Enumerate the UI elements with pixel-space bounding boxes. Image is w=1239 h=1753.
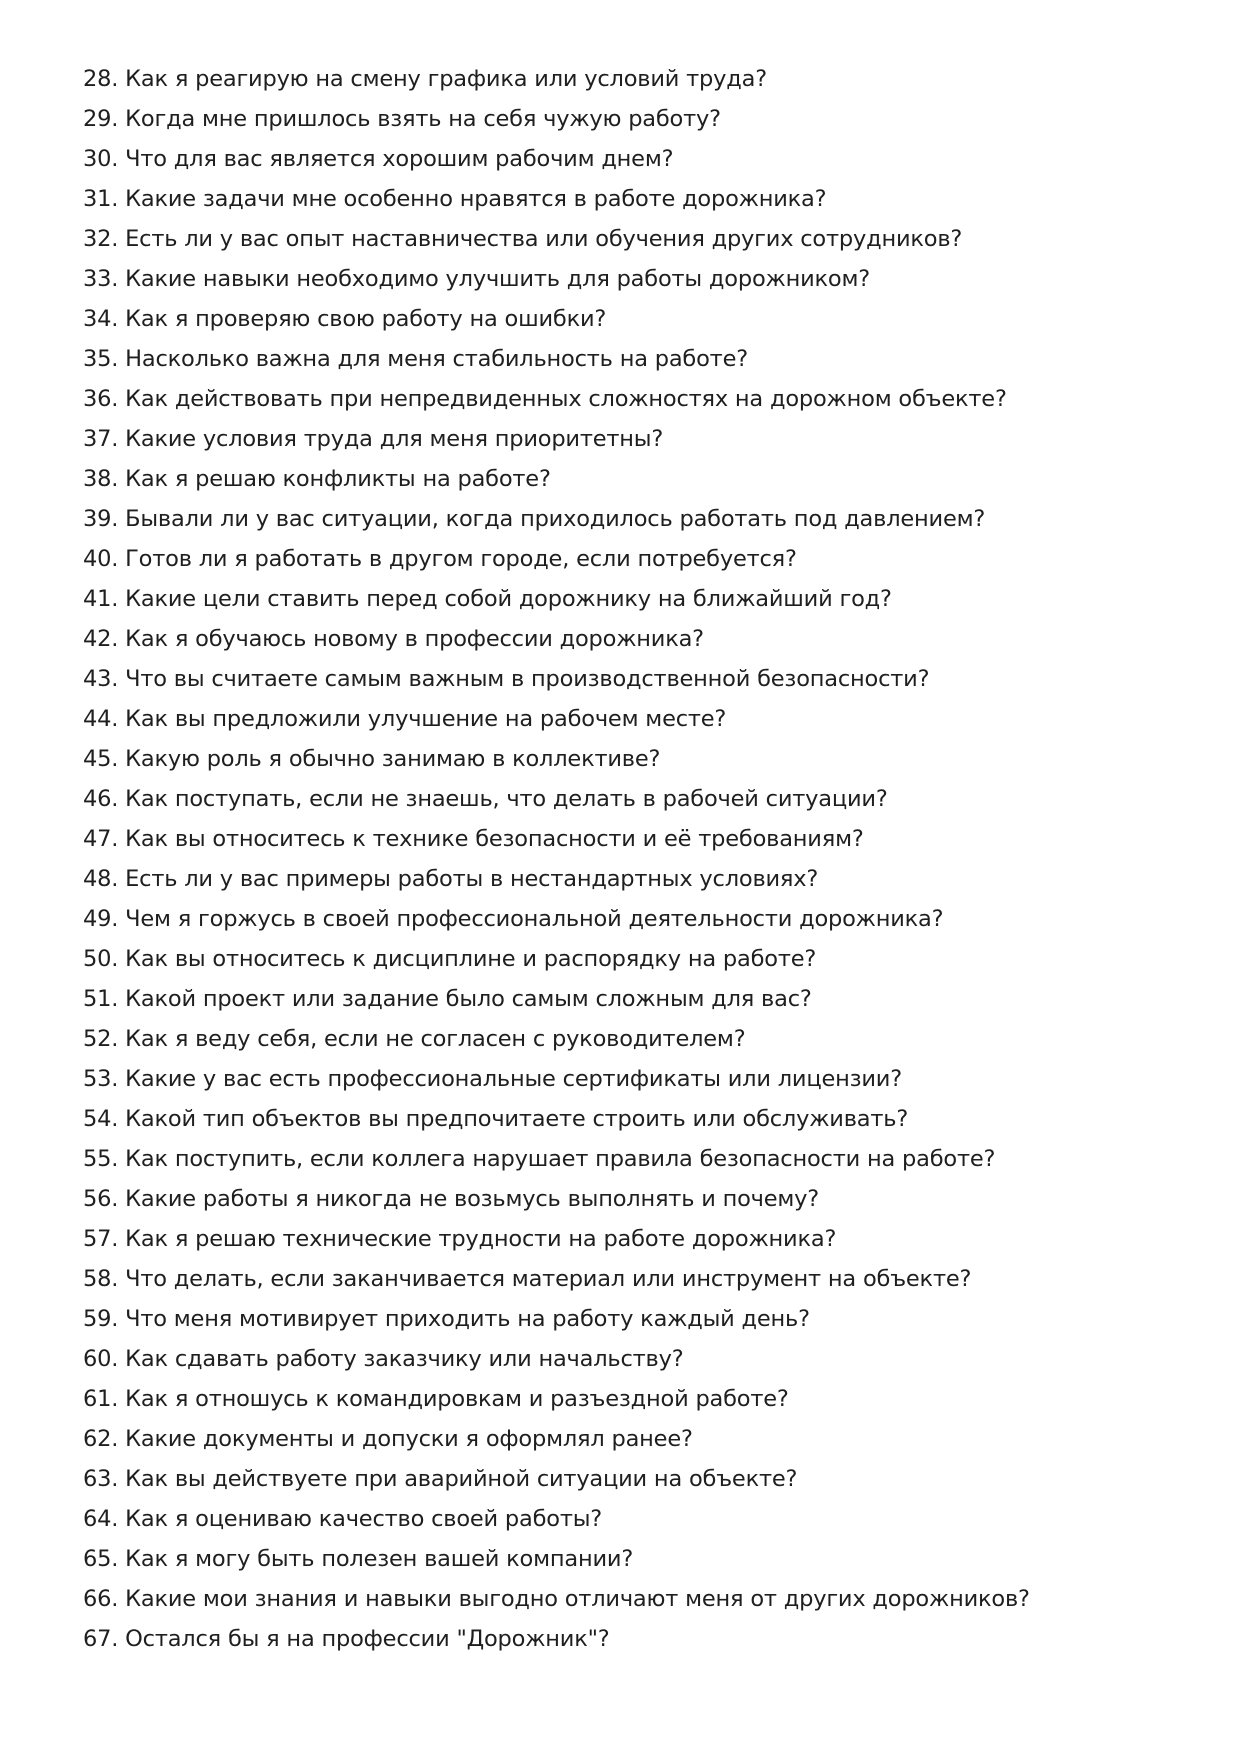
question-item: 63. Как вы действуете при аварийной ситуации на объекте? — [83, 1466, 798, 1492]
question-item: 65. Как я могу быть полезен вашей компании? — [83, 1546, 634, 1572]
question-item: 32. Есть ли у вас опыт наставничества или обучения других сотрудников? — [83, 226, 963, 252]
question-item: 34. Как я проверяю свою работу на ошибки? — [83, 306, 607, 332]
question-item: 37. Какие условия труда для меня приоритетны? — [83, 426, 664, 452]
question-item: 53. Какие у вас есть профессиональные сертификаты или лицензии? — [83, 1066, 902, 1092]
question-item: 33. Какие навыки необходимо улучшить для работы дорожником? — [83, 266, 870, 292]
question-item: 58. Что делать, если заканчивается материал или инструмент на объекте? — [83, 1266, 972, 1292]
question-item: 50. Как вы относитесь к дисциплине и распорядку на работе? — [83, 946, 817, 972]
question-item: 60. Как сдавать работу заказчику или начальству? — [83, 1346, 684, 1372]
question-item: 64. Как я оцениваю качество своей работы? — [83, 1506, 603, 1532]
question-item: 35. Насколько важна для меня стабильность на работе? — [83, 346, 748, 372]
question-item: 29. Когда мне пришлось взять на себя чужую работу? — [83, 106, 721, 132]
question-item: 30. Что для вас является хорошим рабочим днем? — [83, 146, 674, 172]
question-item: 42. Как я обучаюсь новому в профессии дорожника? — [83, 626, 704, 652]
question-item: 39. Бывали ли у вас ситуации, когда приходилось работать под давлением? — [83, 506, 986, 532]
question-item: 61. Как я отношусь к командировкам и разъездной работе? — [83, 1386, 789, 1412]
question-item: 41. Какие цели ставить перед собой дорожнику на ближайший год? — [83, 586, 892, 612]
question-item: 67. Остался бы я на профессии "Дорожник"? — [83, 1626, 610, 1652]
question-item: 43. Что вы считаете самым важным в производственной безопасности? — [83, 666, 930, 692]
question-item: 45. Какую роль я обычно занимаю в коллективе? — [83, 746, 661, 772]
question-item: 57. Как я решаю технические трудности на работе дорожника? — [83, 1226, 837, 1252]
question-item: 31. Какие задачи мне особенно нравятся в работе дорожника? — [83, 186, 827, 212]
question-item: 38. Как я решаю конфликты на работе? — [83, 466, 551, 492]
question-item: 48. Есть ли у вас примеры работы в нестандартных условиях? — [83, 866, 819, 892]
question-item: 62. Какие документы и допуски я оформлял ранее? — [83, 1426, 693, 1452]
question-item: 49. Чем я горжусь в своей профессиональной деятельности дорожника? — [83, 906, 944, 932]
question-item: 56. Какие работы я никогда не возьмусь выполнять и почему? — [83, 1186, 820, 1212]
question-item: 52. Как я веду себя, если не согласен с руководителем? — [83, 1026, 746, 1052]
question-item: 51. Какой проект или задание было самым сложным для вас? — [83, 986, 812, 1012]
question-item: 46. Как поступать, если не знаешь, что делать в рабочей ситуации? — [83, 786, 888, 812]
question-item: 40. Готов ли я работать в другом городе, если потребуется? — [83, 546, 797, 572]
question-list — [83, 59, 1183, 1659]
question-item: 36. Как действовать при непредвиденных сложностях на дорожном объекте? — [83, 386, 1007, 412]
question-item: 59. Что меня мотивирует приходить на работу каждый день? — [83, 1306, 810, 1332]
question-item: 54. Какой тип объектов вы предпочитаете строить или обслуживать? — [83, 1106, 909, 1132]
question-item: 28. Как я реагирую на смену графика или условий труда? — [83, 66, 767, 92]
question-item: 44. Как вы предложили улучшение на рабочем месте? — [83, 706, 727, 732]
question-item: 47. Как вы относитесь к технике безопасности и её требованиям? — [83, 826, 864, 852]
question-item: 55. Как поступить, если коллега нарушает правила безопасности на работе? — [83, 1146, 996, 1172]
question-item: 66. Какие мои знания и навыки выгодно отличают меня от других дорожников? — [83, 1586, 1030, 1612]
